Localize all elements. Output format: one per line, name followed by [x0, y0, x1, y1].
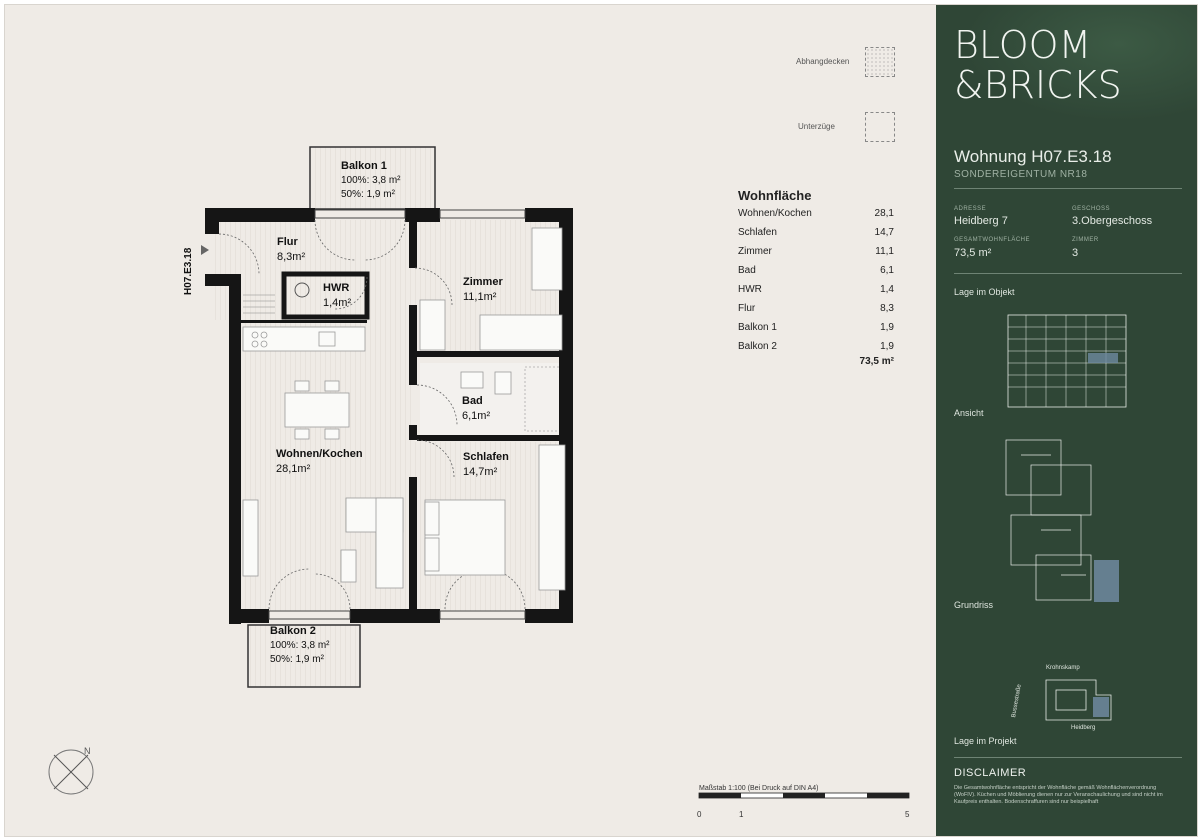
street-krohnskamp: Krohnskamp: [1046, 665, 1080, 671]
balkon2-line1: 100%: 3,8 m²: [270, 640, 330, 651]
north-label: N: [84, 746, 91, 756]
zimmer-area: 11,1m²: [463, 291, 497, 303]
disclaimer-title: DISCLAIMER: [954, 767, 1027, 779]
balkon1-line2: 50%: 1,9 m²: [341, 189, 395, 200]
unit-title: Wohnung H07.E3.18: [954, 147, 1112, 166]
plan-sheet: Abhangdecken Unterzüge Wohnfläche Wohnen/Kochen 28,1 Schlafen 14,7 Zimmer 11,1 Bad 6,1 HWR 1,4 Flur 8,3 Balkon 1 1,9 Balkon 2 1,9 73,5 m² N H07.E3.18 Balkon 1 100%: 3,8 m² 50%: 1,9 m² Flur 8,3m² HWR 1,4m² Zimmer 11,1m² Bad 6,1m² Wohnen/Kochen 28,1m² Schlafen 14,7m² Balkon 2 100%: 3,8 m² 50%: 1,9 m² Maßstab 1:100 (Bei Druck auf DIN A4) 0 1 5 BLOOM &BRICKS Wohnung H07.E3.18 SONDEREIGENTUM NR18 ADRESSE Heidberg 7 GESCHOSS 3.Obergeschoss GESAMTWOHNFLÄCHE 73,5 m² ZIMMER 3 Lage im Objekt Ansicht Grundriss Krohnskamp Bussestraße Heidberg Lage im Projekt DISCLAIMER Die Gesamtwohnfläche entspricht der Wohnfläche gemäß Wohnflächenverordnung (WoFlV). Küchen und Möblierung dienen nur zur Veranschaulichung und sind nicht im Kaufpreis enthalten. Bodenschraffuren sind nur beispielhaft: [4, 4, 1198, 837]
scale-text: Maßstab 1:100 (Bei Druck auf DIN A4): [699, 785, 819, 792]
schlafen-area: 14,7m²: [463, 466, 498, 478]
area-key: GESAMTWOHNFLÄCHE: [954, 237, 1031, 243]
hwr-area: 1,4m²: [323, 297, 352, 309]
unit-highlight: [1093, 697, 1109, 717]
facade-drawing: [1006, 305, 1131, 410]
lage-projekt-label: Lage im Projekt: [954, 736, 1017, 746]
floor-flur: [215, 220, 415, 320]
street-bussestrasse: Bussestraße: [1011, 683, 1023, 719]
grundriss-label: Grundriss: [954, 600, 994, 610]
schlafen-name: Schlafen: [463, 451, 509, 463]
rooms-value: 3: [1072, 247, 1079, 259]
flur-area: 8,3m²: [277, 251, 306, 263]
bad-area: 6,1m²: [462, 410, 491, 422]
entry-arrow: [201, 245, 209, 255]
floor-key: GESCHOSS: [1072, 206, 1111, 212]
unit-highlight: [1088, 353, 1118, 363]
ansicht-label: Ansicht: [954, 408, 984, 418]
floor-value: 3.Obergeschoss: [1072, 215, 1153, 227]
address-key: ADRESSE: [954, 206, 987, 212]
balkon1-name: Balkon 1: [341, 160, 387, 172]
unit-subtitle: SONDEREIGENTUM NR18: [954, 169, 1088, 180]
zimmer-name: Zimmer: [463, 276, 503, 288]
lage-objekt-label: Lage im Objekt: [954, 287, 1015, 297]
project-map: [1021, 675, 1126, 730]
legend-abhangdecken-label: Abhangdecken: [796, 57, 850, 66]
disclaimer-text: Die Gesamtwohnfläche entspricht der Wohnfläche gemäß Wohnflächenverordnung (WoFlV). Küchen und Möblierung dienen nur zur Veranschaulichung und sind nicht im Kaufpreis enthalten. Bodenschraffuren sind nur beispielhaft: [954, 785, 1163, 805]
street-heidberg: Heidberg: [1071, 725, 1096, 731]
divider: [954, 188, 1182, 189]
info-sidebar: [936, 5, 1197, 836]
rooms-key: ZIMMER: [1072, 237, 1099, 243]
unit-highlight: [1094, 560, 1119, 602]
address-value: Heidberg 7: [954, 215, 1008, 227]
site-floorplan-drawing: [1001, 435, 1126, 605]
scale-tick-1: 1: [739, 810, 744, 819]
wohnen-area: 28,1m²: [276, 463, 311, 475]
scale-tick-5: 5: [905, 810, 910, 819]
flur-name: Flur: [277, 236, 298, 248]
balkon2-name: Balkon 2: [270, 625, 316, 637]
divider: [954, 757, 1182, 758]
bad-name: Bad: [462, 395, 483, 407]
legend-unterzuege-label: Unterzüge: [798, 122, 835, 131]
area-value: 73,5 m²: [954, 247, 992, 259]
area-table-title: Wohnfläche: [738, 188, 812, 203]
balkon2-line2: 50%: 1,9 m²: [270, 654, 324, 665]
balkon1-line1: 100%: 3,8 m²: [341, 175, 401, 186]
unit-id-vertical: H07.E3.18: [183, 247, 194, 295]
scale-tick-0: 0: [697, 810, 702, 819]
hwr-name: HWR: [323, 282, 350, 294]
wohnen-name: Wohnen/Kochen: [276, 448, 363, 460]
area-total: 73,5 m²: [859, 356, 894, 367]
brand-logo: BLOOM &BRICKS: [954, 23, 1122, 107]
divider: [954, 273, 1182, 274]
